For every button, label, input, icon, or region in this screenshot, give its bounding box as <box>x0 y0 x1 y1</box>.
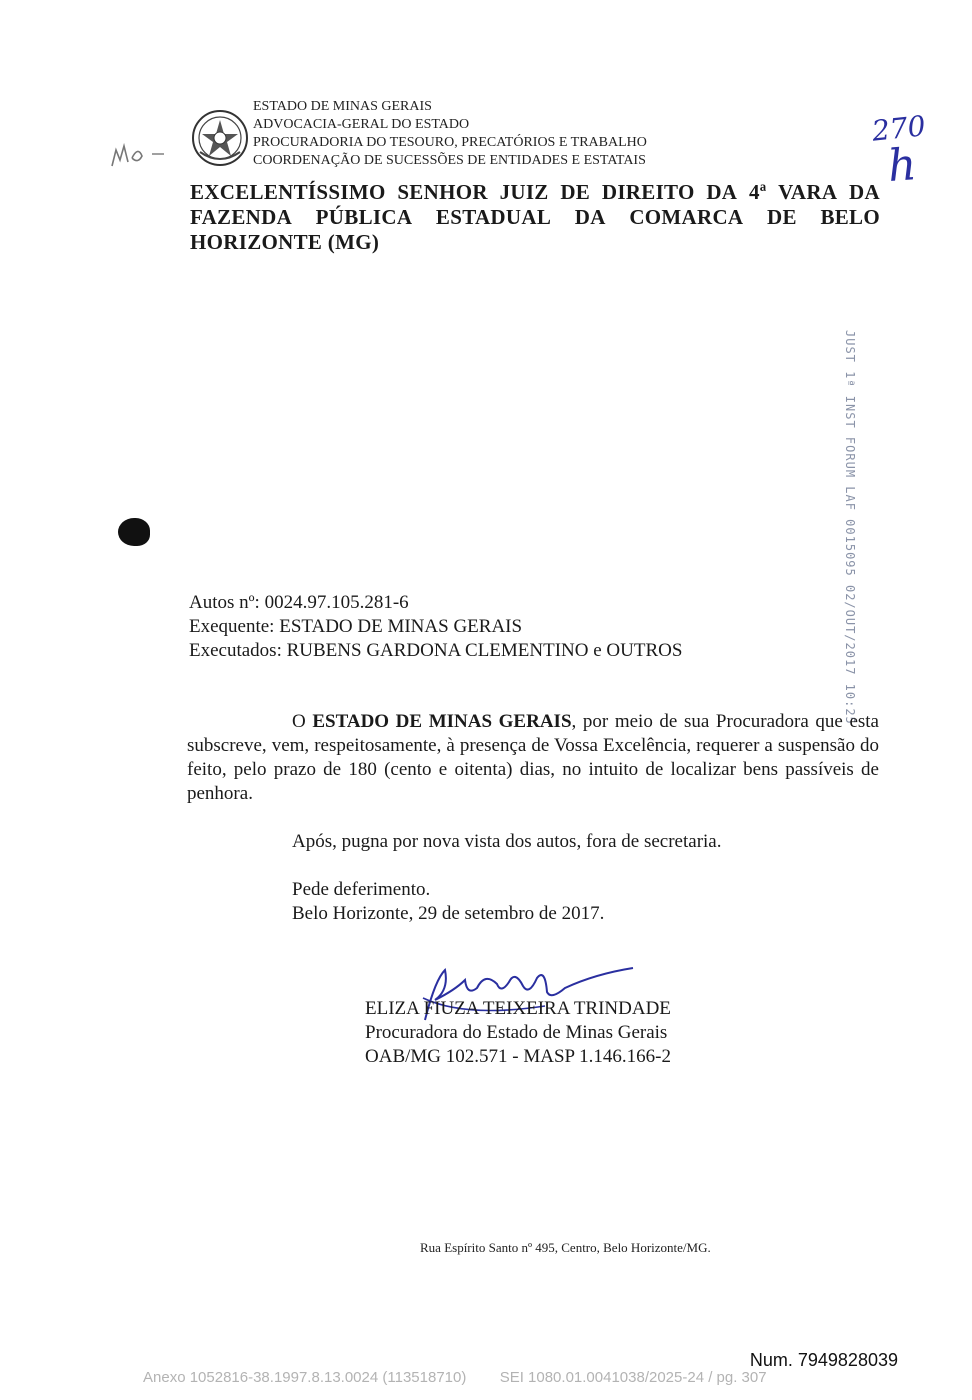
word: VARA <box>778 180 838 204</box>
word: DIREITO <box>601 180 695 204</box>
letterhead-line: ESTADO DE MINAS GERAIS <box>253 99 432 114</box>
handwritten-note-mark <box>108 132 168 172</box>
footer-address: Rua Espírito Santo nº 495, Centro, Belo Horizonte/MG. <box>420 1240 711 1255</box>
signer-registration: OAB/MG 102.571 - MASP 1.146.166-2 <box>365 1046 671 1067</box>
addressee-line-3: HORIZONTE (MG) <box>190 230 380 254</box>
word: 4ª <box>749 180 767 204</box>
closing-place-date: Belo Horizonte, 29 de setembro de 2017. <box>292 903 605 924</box>
document-number: Num. 7949828039 <box>749 1350 898 1370</box>
ink-blot <box>118 518 150 546</box>
word: PÚBLICA <box>315 205 413 229</box>
handwritten-initial: h <box>886 139 919 192</box>
case-executados: Executados: RUBENS GARDONA CLEMENTINO e OUTROS <box>189 640 683 661</box>
word: SENHOR <box>397 180 488 204</box>
word: BELO <box>820 205 880 229</box>
signature-block <box>365 997 671 1069</box>
addressee-line-1 <box>190 180 880 205</box>
word: ESTADUAL <box>435 205 552 229</box>
word: JUIZ <box>499 180 549 204</box>
petition-paragraph <box>187 710 879 806</box>
case-exequente: Exequente: ESTADO DE MINAS GERAIS <box>189 616 523 637</box>
word: DA <box>574 205 606 229</box>
word: FAZENDA <box>190 205 293 229</box>
handwritten-page-number: 270 <box>870 109 928 148</box>
annex-reference <box>143 1369 767 1386</box>
letterhead-line: ADVOCACIA-GERAL DO ESTADO <box>253 117 470 132</box>
paragraph-lead: O <box>292 711 313 732</box>
word: COMARCA <box>629 205 744 229</box>
annex-id: Anexo 1052816-38.1997.8.13.0024 (113518710) <box>143 1369 467 1386</box>
sei-reference: SEI 1080.01.0041038/2025-24 / pg. 307 <box>499 1369 767 1386</box>
further-request: Após, pugna por nova vista dos autos, fora de secretaria. <box>292 831 722 852</box>
word: EXCELENTÍSSIMO <box>190 180 386 204</box>
protocol-stamp: JUST 1ª INST FORUM LAF 0015095 02/OUT/2017 10:25 <box>843 330 857 725</box>
letterhead <box>253 98 647 170</box>
letterhead-line: COORDENAÇÃO DE SUCESSÕES DE ENTIDADES E ESTATAIS <box>253 153 646 168</box>
closing <box>292 878 604 926</box>
signer-name: ELIZA FIUZA TEIXEIRA TRINDADE <box>365 998 671 1019</box>
word: DE <box>560 180 591 204</box>
word: DE <box>767 205 797 229</box>
addressee-line-2 <box>190 205 880 230</box>
party-name: ESTADO DE MINAS GERAIS <box>312 711 572 732</box>
case-info <box>189 591 682 663</box>
paragraph-text: , por meio de sua Procuradora que esta subscreve, vem, respeitosamente, à presença de Vossa Excelência, requerer a suspensão do feito, pelo prazo de 180 (cento e oitenta) dias, no intuito de localizar bens passíveis de penhora. <box>187 711 879 804</box>
word: DA <box>849 180 880 204</box>
word: DA <box>706 180 738 204</box>
case-number: Autos nº: 0024.97.105.281-6 <box>189 592 409 613</box>
addressee <box>190 180 880 255</box>
closing-request: Pede deferimento. <box>292 879 431 900</box>
state-seal-icon <box>190 108 250 168</box>
petition-body <box>187 710 879 806</box>
letterhead-line: PROCURADORIA DO TESOURO, PRECATÓRIOS E TRABALHO <box>253 135 647 150</box>
signer-title: Procuradora do Estado de Minas Gerais <box>365 1022 668 1043</box>
